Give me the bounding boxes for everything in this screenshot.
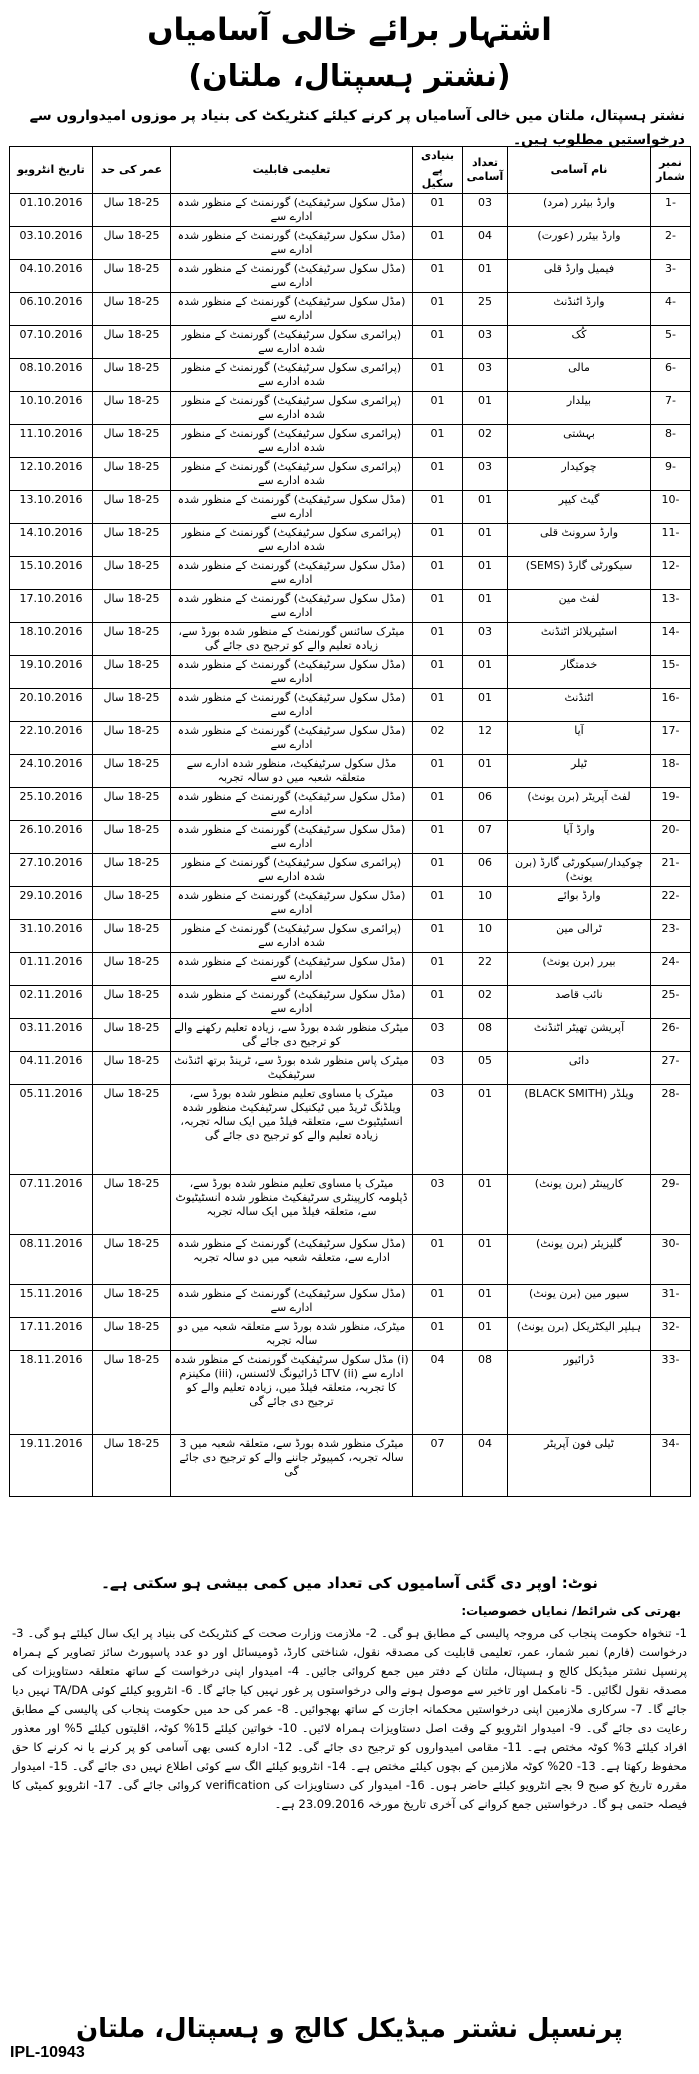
row-sr: -14 [651,623,691,656]
table-row [10,260,691,293]
table-row [10,458,691,491]
row-sr: -4 [651,293,691,326]
row-interview-date: 05.11.2016 [10,1085,93,1175]
row-sr: -33 [651,1351,691,1435]
row-scale: 07 [413,1435,463,1497]
table-row [10,1285,691,1318]
row-count: 12 [463,722,508,755]
row-age: 18-25 سال [93,689,171,722]
row-count: 25 [463,293,508,326]
row-sr: -7 [651,392,691,425]
row-scale: 01 [413,458,463,491]
row-post: اٹنڈنٹ [508,689,651,722]
row-interview-date: 08.10.2016 [10,359,93,392]
row-count: 01 [463,1085,508,1175]
row-interview-date: 08.11.2016 [10,1235,93,1285]
row-age: 18-25 سال [93,722,171,755]
row-count: 22 [463,953,508,986]
row-age: 18-25 سال [93,458,171,491]
row-post: سیکورٹی گارڈ (SEMS) [508,557,651,590]
row-count: 03 [463,194,508,227]
row-interview-date: 27.10.2016 [10,854,93,887]
row-age: 18-25 سال [93,227,171,260]
row-post: چوکیدار/سیکورٹی گارڈ (برن یونٹ) [508,854,651,887]
row-age: 18-25 سال [93,1175,171,1235]
row-count: 01 [463,755,508,788]
row-sr: -11 [651,524,691,557]
row-scale: 01 [413,920,463,953]
row-scale: 01 [413,392,463,425]
row-sr: -24 [651,953,691,986]
row-interview-date: 03.10.2016 [10,227,93,260]
row-sr: -13 [651,590,691,623]
row-post: وارڈ سرونٹ قلی [508,524,651,557]
row-post: کُک [508,326,651,359]
row-post: نائب قاصد [508,986,651,1019]
table-row [10,227,691,260]
row-scale: 01 [413,623,463,656]
row-post: ٹرالی مین [508,920,651,953]
row-age: 18-25 سال [93,1285,171,1318]
row-sr: -23 [651,920,691,953]
row-post: گیٹ کیپر [508,491,651,524]
row-qualification: (مڈل سکول سرٹیفکیٹ) گورنمنٹ کے منظور شدہ ادارے سے [171,656,413,689]
row-age: 18-25 سال [93,1052,171,1085]
row-qualification: (پرائمری سکول سرٹیفکیٹ) گورنمنٹ کے منظور شدہ ادارے سے [171,920,413,953]
row-age: 18-25 سال [93,623,171,656]
row-age: 18-25 سال [93,1318,171,1351]
table-row [10,755,691,788]
row-sr: -25 [651,986,691,1019]
row-age: 18-25 سال [93,821,171,854]
row-post: بیلدار [508,392,651,425]
row-qualification: (پرائمری سکول سرٹیفکیٹ) گورنمنٹ کے منظور شدہ ادارے سے [171,392,413,425]
row-interview-date: 29.10.2016 [10,887,93,920]
row-post: آپریشن تھیٹر اٹنڈنٹ [508,1019,651,1052]
table-row [10,920,691,953]
row-qualification: (مڈل سکول سرٹیفکیٹ) گورنمنٹ کے منظور شدہ ادارے سے [171,590,413,623]
row-qualification: میٹرک سائنس گورنمنٹ کے منظور شدہ بورڈ سے، زیادہ تعلیم والے کو ترجیح دی جائے گی [171,623,413,656]
row-age: 18-25 سال [93,359,171,392]
row-interview-date: 06.10.2016 [10,293,93,326]
row-count: 02 [463,986,508,1019]
row-count: 04 [463,1435,508,1497]
row-sr: -20 [651,821,691,854]
row-qualification: (مڈل سکول سرٹیفکیٹ) گورنمنٹ کے منظور شدہ ادارے سے [171,491,413,524]
row-scale: 01 [413,326,463,359]
row-interview-date: 10.10.2016 [10,392,93,425]
row-age: 18-25 سال [93,326,171,359]
row-interview-date: 20.10.2016 [10,689,93,722]
row-interview-date: 03.11.2016 [10,1019,93,1052]
row-scale: 01 [413,557,463,590]
row-sr: -12 [651,557,691,590]
row-scale: 01 [413,689,463,722]
header-sr: نمبر شمار [651,147,691,194]
row-interview-date: 17.11.2016 [10,1318,93,1351]
row-scale: 01 [413,1235,463,1285]
row-count: 06 [463,854,508,887]
row-post: وارڈ بیئرر (مرد) [508,194,651,227]
row-interview-date: 04.11.2016 [10,1052,93,1085]
table-row [10,1085,691,1175]
row-count: 01 [463,392,508,425]
row-sr: -21 [651,854,691,887]
row-scale: 01 [413,491,463,524]
row-qualification: (مڈل سکول سرٹیفکیٹ) گورنمنٹ کے منظور شدہ ادارے سے [171,293,413,326]
row-post: وارڈ بیئرر (عورت) [508,227,651,260]
row-post: کارپینٹر (برن یونٹ) [508,1175,651,1235]
row-post: وارڈ بوائے [508,887,651,920]
row-scale: 01 [413,293,463,326]
row-sr: -1 [651,194,691,227]
row-qualification: (پرائمری سکول سرٹیفکیٹ) گورنمنٹ کے منظور شدہ ادارے سے [171,524,413,557]
row-count: 01 [463,260,508,293]
row-scale: 01 [413,755,463,788]
row-age: 18-25 سال [93,1019,171,1052]
row-qualification: (مڈل سکول سرٹیفکیٹ) گورنمنٹ کے منظور شدہ ادارے سے [171,689,413,722]
row-age: 18-25 سال [93,260,171,293]
table-row [10,1019,691,1052]
row-interview-date: 24.10.2016 [10,755,93,788]
row-sr: -17 [651,722,691,755]
row-age: 18-25 سال [93,887,171,920]
row-count: 04 [463,227,508,260]
row-qualification: (مڈل سکول سرٹیفکیٹ) گورنمنٹ کے منظور شدہ ادارے سے، متعلقہ شعبہ میں دو سالہ تجربہ [171,1235,413,1285]
row-qualification: میٹرک یا مساوی تعلیم منظور شدہ بورڈ سے، ڈپلومہ کارپینٹری سرٹیفکیٹ منظور شدہ انسٹیٹیوٹ سے، متعلقہ فیلڈ میں ایک سالہ تجربہ [171,1175,413,1235]
row-sr: -34 [651,1435,691,1497]
row-count: 10 [463,887,508,920]
row-interview-date: 13.10.2016 [10,491,93,524]
row-sr: -9 [651,458,691,491]
row-age: 18-25 سال [93,986,171,1019]
row-count: 01 [463,689,508,722]
row-count: 01 [463,656,508,689]
row-qualification: (پرائمری سکول سرٹیفکیٹ) گورنمنٹ کے منظور شدہ ادارے سے [171,326,413,359]
row-scale: 01 [413,590,463,623]
row-qualification: (مڈل سکول سرٹیفکیٹ) گورنمنٹ کے منظور شدہ ادارے سے [171,788,413,821]
row-count: 01 [463,1318,508,1351]
row-qualification: میٹرک، منظور شدہ بورڈ سے متعلقہ شعبہ میں دو سالہ تجربہ [171,1318,413,1351]
row-qualification: میٹرک منظور شدہ بورڈ سے، متعلقہ شعبہ میں 3 سالہ تجربہ، کمپیوٹر جاننے والے کو ترجیح دی جائے گی [171,1435,413,1497]
table-row [10,1435,691,1497]
row-post: اسٹیریلائز اٹنڈنٹ [508,623,651,656]
table-row [10,953,691,986]
table-header-row [10,147,691,194]
row-age: 18-25 سال [93,194,171,227]
row-qualification: (مڈل سکول سرٹیفکیٹ) گورنمنٹ کے منظور شدہ ادارے سے [171,953,413,986]
row-interview-date: 22.10.2016 [10,722,93,755]
row-interview-date: 19.10.2016 [10,656,93,689]
row-scale: 01 [413,821,463,854]
row-age: 18-25 سال [93,392,171,425]
table-row [10,656,691,689]
row-post: ہیلپر الیکٹریکل (برن یونٹ) [508,1318,651,1351]
row-qualification: مڈل سکول سرٹیفکیٹ، منظور شدہ ادارے سے متعلقہ شعبہ میں دو سالہ تجربہ [171,755,413,788]
header-post: نام آسامی [508,147,651,194]
row-qualification: (پرائمری سکول سرٹیفکیٹ) گورنمنٹ کے منظور شدہ ادارے سے [171,359,413,392]
row-age: 18-25 سال [93,557,171,590]
row-count: 06 [463,788,508,821]
table-row [10,491,691,524]
row-interview-date: 01.10.2016 [10,194,93,227]
row-qualification: (مڈل سکول سرٹیفکیٹ) گورنمنٹ کے منظور شدہ ادارے سے [171,194,413,227]
row-post: ٹیلی فون آپریٹر [508,1435,651,1497]
table-row [10,722,691,755]
row-age: 18-25 سال [93,854,171,887]
row-count: 10 [463,920,508,953]
row-qualification: میٹرک منظور شدہ بورڈ سے، زیادہ تعلیم رکھنے والے کو ترجیح دی جائے گی [171,1019,413,1052]
row-count: 01 [463,491,508,524]
row-post: دائی [508,1052,651,1085]
row-scale: 01 [413,788,463,821]
row-qualification: (مڈل سکول سرٹیفکیٹ) گورنمنٹ کے منظور شدہ ادارے سے [171,557,413,590]
table-row [10,1235,691,1285]
row-sr: -3 [651,260,691,293]
row-interview-date: 26.10.2016 [10,821,93,854]
row-post: بہشتی [508,425,651,458]
table-row [10,689,691,722]
row-post: ٹیلر [508,755,651,788]
row-sr: -16 [651,689,691,722]
row-scale: 01 [413,887,463,920]
row-age: 18-25 سال [93,1351,171,1435]
row-qualification: (پرائمری سکول سرٹیفکیٹ) گورنمنٹ کے منظور شدہ ادارے سے [171,425,413,458]
row-scale: 01 [413,227,463,260]
row-age: 18-25 سال [93,590,171,623]
vacancies-table [9,146,691,1497]
header-qual: تعلیمی قابلیت [171,147,413,194]
row-qualification: (مڈل سکول سرٹیفکیٹ) گورنمنٹ کے منظور شدہ ادارے سے [171,821,413,854]
table-row [10,1318,691,1351]
row-scale: 03 [413,1019,463,1052]
row-post: فیمیل وارڈ قلی [508,260,651,293]
row-sr: -8 [651,425,691,458]
terms-heading: بھرتی کی شرائط/ نمایاں خصوصیات: [461,1604,681,1618]
row-interview-date: 11.10.2016 [10,425,93,458]
row-sr: -29 [651,1175,691,1235]
row-sr: -18 [651,755,691,788]
header-scale: بنیادی پے سکیل [413,147,463,194]
row-count: 03 [463,623,508,656]
row-scale: 01 [413,1285,463,1318]
row-age: 18-25 سال [93,1235,171,1285]
row-sr: -28 [651,1085,691,1175]
table-row [10,821,691,854]
row-scale: 01 [413,425,463,458]
header-age: عمر کی حد [93,147,171,194]
row-sr: -27 [651,1052,691,1085]
table-row [10,623,691,656]
row-sr: -5 [651,326,691,359]
row-age: 18-25 سال [93,788,171,821]
row-post: گلیزیئر (برن یونٹ) [508,1235,651,1285]
ipl-ref: IPL-10943 [10,2044,85,2061]
table-row [10,293,691,326]
row-qualification: (مڈل سکول سرٹیفکیٹ) گورنمنٹ کے منظور شدہ ادارے سے [171,1285,413,1318]
row-qualification: میٹرک یا مساوی تعلیم منظور شدہ بورڈ سے، ویلڈنگ ٹریڈ میں ٹیکنیکل سرٹیفکیٹ منظور شدہ انسٹیٹیوٹ سے، متعلقہ فیلڈ میں ایک سالہ تجربہ، زیادہ تعلیم والے کو ترجیح دی جائے گی [171,1085,413,1175]
row-interview-date: 15.11.2016 [10,1285,93,1318]
row-post: وارڈ اٹنڈنٹ [508,293,651,326]
table-row [10,524,691,557]
table-row [10,1351,691,1435]
row-scale: 01 [413,359,463,392]
row-interview-date: 14.10.2016 [10,524,93,557]
row-count: 01 [463,1175,508,1235]
row-sr: -15 [651,656,691,689]
row-qualification: (مڈل سکول سرٹیفکیٹ) گورنمنٹ کے منظور شدہ ادارے سے [171,722,413,755]
row-post: وارڈ آیا [508,821,651,854]
row-interview-date: 04.10.2016 [10,260,93,293]
row-interview-date: 17.10.2016 [10,590,93,623]
row-qualification: (مڈل سکول سرٹیفکیٹ) گورنمنٹ کے منظور شدہ ادارے سے [171,986,413,1019]
row-sr: -6 [651,359,691,392]
table-row [10,359,691,392]
row-interview-date: 12.10.2016 [10,458,93,491]
row-age: 18-25 سال [93,1085,171,1175]
row-interview-date: 31.10.2016 [10,920,93,953]
row-scale: 01 [413,524,463,557]
table-row [10,326,691,359]
table-row [10,788,691,821]
note-text: نوٹ: اوپر دی گئی آسامیوں کی تعداد میں کمی بیشی ہو سکتی ہے۔ [101,1574,598,1592]
row-age: 18-25 سال [93,491,171,524]
row-post: لفٹ مین [508,590,651,623]
row-count: 08 [463,1019,508,1052]
table-row [10,392,691,425]
table-row [10,557,691,590]
row-count: 01 [463,590,508,623]
row-qualification: (مڈل سکول سرٹیفکیٹ) گورنمنٹ کے منظور شدہ ادارے سے [171,227,413,260]
table-row [10,887,691,920]
row-count: 07 [463,821,508,854]
row-age: 18-25 سال [93,953,171,986]
table-row [10,425,691,458]
row-age: 18-25 سال [93,293,171,326]
row-scale: 01 [413,1318,463,1351]
table-row [10,1175,691,1235]
row-sr: -10 [651,491,691,524]
row-age: 18-25 سال [93,656,171,689]
row-scale: 01 [413,656,463,689]
row-interview-date: 19.11.2016 [10,1435,93,1497]
row-post: آیا [508,722,651,755]
row-post: ڈرائیور [508,1351,651,1435]
row-post: ویلڈر (BLACK SMITH) [508,1085,651,1175]
row-sr: -22 [651,887,691,920]
row-qualification: میٹرک پاس منظور شدہ بورڈ سے، ٹرینڈ برتھ اٹنڈنٹ سرٹیفکیٹ [171,1052,413,1085]
row-age: 18-25 سال [93,1435,171,1497]
hospital-name: (نشتر ہسپتال، ملتان) [188,59,511,94]
intro-text: نشتر ہسپتال، ملتان میں خالی آسامیاں پر کرنے کیلئے کنٹریکٹ کی بنیاد پر موزوں امیدواروں سے درخواستیں مطلوب ہیں۔ [29,108,685,148]
row-count: 02 [463,425,508,458]
row-post: سیور مین (برن یونٹ) [508,1285,651,1318]
row-count: 03 [463,458,508,491]
table-row [10,986,691,1019]
row-age: 18-25 سال [93,524,171,557]
row-count: 01 [463,1235,508,1285]
row-count: 01 [463,557,508,590]
row-sr: -31 [651,1285,691,1318]
row-scale: 02 [413,722,463,755]
row-sr: -2 [651,227,691,260]
row-post: چوکیدار [508,458,651,491]
row-post: لفٹ آپریٹر (برن یونٹ) [508,788,651,821]
row-scale: 01 [413,986,463,1019]
row-age: 18-25 سال [93,755,171,788]
row-interview-date: 15.10.2016 [10,557,93,590]
row-count: 01 [463,1285,508,1318]
terms-text: 1- تنخواہ حکومت پنجاب کی مروجہ پالیسی کے مطابق ہو گی۔ 2- ملازمت وزارت صحت کے کنٹریکٹ کی بنیاد پر ایک سال کیلئے ہو گی۔ 3- درخواست (فارم) نمبر شمار، عمر، تعلیمی قابلیت کی مصدقہ نقول، شناختی کارڈ، ڈومیسائل اور دو عدد پاسپورٹ سائز تصاویر کے ہمراہ پرنسپل نشتر میڈیکل کالج و ہسپتال، ملتان کے دفتر میں جمع کروائی جائیں۔ 4- امیدوار اپنی درخواست کے ساتھ متعلقہ دستاویزات کی مصدقہ نقول لگائیں۔ 5- نامکمل اور تاخیر سے موصول ہونے والی درخواستوں پر غور نہیں کیا جائے گا۔ 6- انٹرویو کیلئے کوئی TA/DA نہیں دیا جائے گا۔ 7- سرکاری ملازمین اپنی درخواستیں محکمانہ اجازت کے ساتھ بھجوائیں۔ 8- عمر کی حد میں حکومت پنجاب کی پالیسی کے مطابق رعایت دی جائے گی۔ 9- امیدوار انٹرویو کے وقت اصل دستاویزات ہمراہ لائیں۔ 10- خواتین کیلئے 15% کوٹہ، اقلیتوں کیلئے 5% اور معذور افراد کیلئے 3% کوٹہ مختص ہے۔ 11- مقامی امیدواروں کو ترجیح دی جائے گی۔ 12- ادارہ کسی بھی آسامی کو پر کرنے یا نہ کرنے کا حق محفوظ رکھتا ہے۔ 13- 20% کوٹہ ملازمین کے بچوں کیلئے مختص ہے۔ 14- انٹرویو کیلئے الگ سے کوئی اطلاع نہیں دی جائے گی۔ 15- امیدوار مقررہ تاریخ کو صبح 9 بجے انٹرویو کیلئے حاضر ہوں۔ 16- امیدوار کی دستاویزات کی verification کروائی جائے گی۔ 17- انٹرویو کمیٹی کا فیصلہ حتمی ہو گا۔ درخواستیں جمع کروانے کی آخری تاریخ مورخہ 23.09.2016 ہے۔ [12,1626,688,1811]
row-interview-date: 01.11.2016 [10,953,93,986]
row-scale: 04 [413,1351,463,1435]
table-row [10,854,691,887]
row-scale: 01 [413,260,463,293]
row-count: 03 [463,326,508,359]
row-post: بیرر (برن یونٹ) [508,953,651,986]
row-sr: -32 [651,1318,691,1351]
row-scale: 03 [413,1175,463,1235]
row-qualification: (مڈل سکول سرٹیفکیٹ) گورنمنٹ کے منظور شدہ ادارے سے [171,887,413,920]
row-sr: -30 [651,1235,691,1285]
table-row [10,590,691,623]
signature: پرنسپل نشتر میڈیکل کالج و ہسپتال، ملتان [75,2014,624,2044]
row-interview-date: 07.10.2016 [10,326,93,359]
row-scale: 01 [413,953,463,986]
row-qualification: (پرائمری سکول سرٹیفکیٹ) گورنمنٹ کے منظور شدہ ادارے سے [171,854,413,887]
row-count: 01 [463,524,508,557]
row-scale: 01 [413,194,463,227]
row-qualification: (مڈل سکول سرٹیفکیٹ) گورنمنٹ کے منظور شدہ ادارے سے [171,260,413,293]
row-sr: -26 [651,1019,691,1052]
row-scale: 03 [413,1052,463,1085]
row-interview-date: 07.11.2016 [10,1175,93,1235]
row-count: 05 [463,1052,508,1085]
row-scale: 01 [413,854,463,887]
row-interview-date: 18.11.2016 [10,1351,93,1435]
header-date: تاریخ انٹرویو [10,147,93,194]
row-age: 18-25 سال [93,425,171,458]
row-post: مالی [508,359,651,392]
row-interview-date: 02.11.2016 [10,986,93,1019]
row-interview-date: 18.10.2016 [10,623,93,656]
row-qualification: (پرائمری سکول سرٹیفکیٹ) گورنمنٹ کے منظور شدہ ادارے سے [171,458,413,491]
table-row [10,194,691,227]
row-count: 08 [463,1351,508,1435]
table-row [10,1052,691,1085]
row-age: 18-25 سال [93,920,171,953]
row-sr: -19 [651,788,691,821]
row-interview-date: 25.10.2016 [10,788,93,821]
header-count: تعداد آسامی [463,147,508,194]
row-qualification: (i) مڈل سکول سرٹیفکیٹ گورنمنٹ کے منظور شدہ ادارے سے (ii) LTV ڈرائیونگ لائسنس، (iii) مکینزم کا تجربہ، متعلقہ فیلڈ میں، زیادہ تعلیم والے کو ترجیح دی جائے گی [171,1351,413,1435]
row-scale: 03 [413,1085,463,1175]
row-post: خدمتگار [508,656,651,689]
row-count: 03 [463,359,508,392]
advertisement-title: اشتہار برائے خالی آسامیاں [147,12,552,48]
